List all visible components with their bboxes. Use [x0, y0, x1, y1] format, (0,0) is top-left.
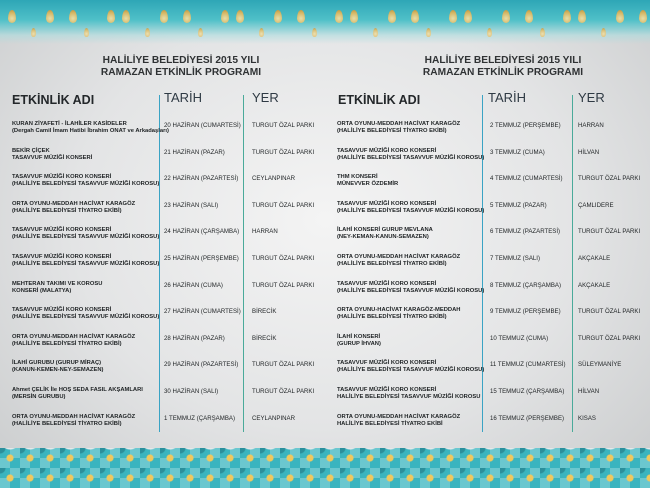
event-name: [12, 414, 135, 428]
lantern-drop-icon: [160, 10, 168, 23]
event-place: CEYLANPINAR: [252, 414, 296, 422]
event-name: [337, 334, 381, 348]
arch-border: [0, 448, 650, 454]
event-place: HARRAN: [252, 228, 278, 236]
event-line1: TASAVVUF MÜZİĞİ KORO KONSERİ: [337, 147, 437, 154]
event-name: [12, 387, 143, 401]
lantern-drop-icon: [350, 10, 358, 23]
event-line2: (HALİLİYE BELEDİYESİ TASAVVUF MÜZİĞİ KOROSU): [337, 207, 485, 214]
event-line1: ORTA OYUNU-MEDDAH HACİVAT KARAGÖZ: [12, 413, 136, 420]
event-name: [12, 307, 159, 321]
tile-pattern: [0, 448, 650, 488]
event-place: TURGUT ÖZAL PARKI: [252, 388, 315, 395]
event-line2: (HALİLİYE BELEDİYESİ TİYATRO EKİBİ): [337, 128, 447, 134]
right-title: [408, 55, 598, 79]
event-name: [337, 148, 484, 162]
event-line1: ORTA OYUNU-MEDDAH HACİVAT KARAGÖZ: [12, 333, 136, 340]
event-line1: TASAVVUF MÜZİĞİ KORO KONSERİ: [337, 280, 437, 287]
event-line1: TASAVVUF MÜZİĞİ KORO KONSERİ: [12, 254, 112, 260]
event-name: [12, 281, 102, 295]
right-title-line1: HALİLİYE BELEDİYESİ 2015 YILI: [424, 55, 582, 66]
event-line1: TASAVVUF MÜZİĞİ KORO KONSERİ: [337, 200, 437, 207]
lantern-drop-icon: [373, 28, 378, 37]
event-line1: TASAVVUF MÜZİĞİ KORO KONSERİ: [12, 174, 112, 181]
event-name: [337, 360, 484, 374]
event-date: 5 TEMMUZ (PAZAR): [490, 201, 547, 209]
event-name: [337, 281, 484, 295]
lantern-drop-icon: [540, 28, 545, 37]
top-decorative-band: [0, 0, 650, 44]
event-date: 30 HAZİRAN (SALI): [164, 388, 219, 395]
event-name: [12, 334, 135, 348]
event-name: [12, 360, 103, 374]
event-line1: BEKİR ÇİÇEK: [12, 147, 50, 154]
event-date: 1 TEMMUZ (ÇARŞAMBA): [164, 414, 235, 422]
event-line1: TASAVVUF MÜZİĞİ KORO KONSERİ: [12, 307, 112, 314]
event-place: AKÇAKALE: [578, 281, 611, 289]
lantern-drop-icon: [616, 10, 624, 23]
lantern-drop-icon: [639, 10, 647, 23]
event-place: HİLVAN: [578, 148, 600, 156]
event-line2: (HALİLİYE BELEDİYESİ TİYATRO EKİBİ): [12, 420, 122, 427]
lantern-drop-icon: [46, 10, 54, 23]
event-line1: ORTA OYUNU-MEDDAH HACİVAT KARAGÖZ: [337, 413, 461, 420]
event-name: [12, 174, 159, 188]
event-line1: TASAVVUF MÜZİĞİ KORO KONSERİ: [12, 227, 112, 234]
event-date: 7 TEMMUZ (SALI): [490, 255, 540, 262]
event-name: [337, 227, 433, 241]
bottom-decorative-band: [0, 448, 650, 488]
event-place: TURGUT ÖZAL PARKI: [252, 148, 315, 156]
event-line2: (HALİLİYE BELEDİYESİ TASAVVUF MÜZİĞİ KOROSU): [337, 154, 485, 161]
event-place: TURGUT ÖZAL PARKI: [578, 175, 641, 183]
event-place: CEYLANPINAR: [252, 175, 296, 183]
event-place: BİRECİK: [252, 308, 277, 316]
lantern-drop-icon: [525, 10, 533, 23]
event-date: 6 TEMMUZ (PAZARTESİ): [490, 228, 561, 236]
event-line2: (MERSİN GURUBU): [12, 394, 66, 400]
right-divider-date: [482, 95, 483, 432]
event-place: SÜLEYMANİYE: [578, 361, 622, 369]
event-line2: (HALİLİYE BELEDİYESİ TİYATRO EKİBİ): [337, 261, 447, 267]
event-date: 23 HAZİRAN (SALI): [164, 201, 219, 209]
event-place: TURGUT ÖZAL PARKI: [252, 281, 315, 289]
lantern-drop-icon: [411, 10, 419, 23]
lantern-drop-icon: [259, 28, 264, 37]
event-line1: ORTA OYUNU-MEDDAH HACİVAT KARAGÖZ: [12, 200, 136, 207]
lantern-drop-icon: [464, 10, 472, 23]
left-divider-place: [243, 95, 244, 432]
event-date: 3 TEMMUZ (CUMA): [490, 148, 545, 156]
event-date: 8 TEMMUZ (ÇARŞAMBA): [490, 281, 561, 289]
event-line2: (HALİLİYE BELEDİYESİ TASAVVUF MÜZİĞİ KOROSU): [12, 314, 160, 321]
event-place: TURGUT ÖZAL PARKI: [578, 334, 641, 342]
event-date: 11 TEMMUZ (CUMARTESİ): [490, 361, 566, 369]
event-line2: (HALİLİYE BELEDİYESİ TİYATRO EKİBİ): [337, 314, 447, 321]
right-divider-place: [572, 95, 573, 432]
event-line1: ORTA OYUNU-MEDDAH HACİVAT KARAGÖZ: [337, 121, 461, 127]
event-date: 26 HAZİRAN (CUMA): [164, 281, 223, 289]
event-line2: HALİLİYE BELEDİYESİ TİYATRO EKİBİ: [337, 420, 443, 427]
event-line2: MÜNEVVER ÖZDEMİR: [337, 181, 399, 188]
event-date: 9 TEMMUZ (PERŞEMBE): [490, 308, 561, 316]
event-name: [337, 201, 484, 215]
event-line2: (Dergah Camil İmam Hatibi İbrahim ONAT ve Arkadaşları): [12, 128, 169, 134]
lantern-drop-icon: [563, 10, 571, 23]
lantern-drop-icon: [601, 28, 606, 37]
lantern-drop-icon: [426, 28, 431, 37]
event-date: 16 TEMMUZ (PERŞEMBE): [490, 414, 565, 422]
lantern-drop-icon: [69, 10, 77, 23]
lantern-drop-icon: [107, 10, 115, 23]
event-line1: İLAHİ KONSERİ GURUP MEVLANA: [337, 227, 433, 234]
event-line2: (NEY-KEMAN-KANUN-SEMAZEN): [337, 234, 429, 241]
lantern-drop-icon: [122, 10, 130, 23]
left-header-event: ETKİNLİK ADI: [12, 93, 95, 107]
lantern-drop-icon: [388, 10, 396, 23]
lantern-drop-icon: [183, 10, 191, 23]
event-line1: ORTA OYUNU-HACİVAT KARAGÖZ-MEDDAH: [337, 307, 461, 314]
right-header-event: ETKİNLİK ADI: [338, 93, 421, 107]
event-date: 4 TEMMUZ (CUMARTESİ): [490, 175, 563, 183]
event-place: TURGUT ÖZAL PARKI: [252, 122, 315, 129]
event-line2: (HALİLİYE BELEDİYESİ TİYATRO EKİBİ): [12, 340, 122, 347]
lantern-drop-icon: [335, 10, 343, 23]
lantern-drop-icon: [198, 28, 203, 37]
event-place: HARRAN: [578, 122, 604, 129]
left-title-line2: RAMAZAN ETKİNLİK PROGRAMI: [100, 67, 262, 78]
event-line1: MEHTERAN TAKIMI VE KOROSU: [12, 280, 103, 287]
event-line1: THM KONSERİ: [337, 174, 378, 181]
event-line1: TASAVVUF MÜZİĞİ KORO KONSERİ: [337, 360, 437, 367]
event-line2: (KANUN-KEMEN-NEY-SEMAZEN): [12, 367, 104, 374]
left-title-line1: HALİLİYE BELEDİYESİ 2015 YILI: [102, 55, 260, 66]
event-line2: (GURUP İHVAN): [337, 340, 381, 347]
event-date: 28 HAZİRAN (PAZAR): [164, 334, 225, 342]
event-place: KISAS: [578, 414, 596, 422]
lantern-drop-icon: [487, 28, 492, 37]
event-line1: KURAN ZİYAFETİ - İLAHİLER KASİDELER: [12, 121, 127, 127]
event-line1: ORTA OYUNU-MEDDAH HACİVAT KARAGÖZ: [337, 254, 461, 260]
event-name: [337, 121, 460, 135]
event-place: TURGUT ÖZAL PARKI: [578, 308, 641, 316]
lantern-drop-icon: [8, 10, 16, 23]
lantern-drop-icon: [236, 10, 244, 23]
event-line2: KONSERİ (MALATYA): [12, 287, 72, 294]
event-line2: (HALİLİYE BELEDİYESİ TASAVVUF MÜZİĞİ KOROSU): [12, 234, 160, 241]
event-name: [12, 121, 169, 135]
right-title-line2: RAMAZAN ETKİNLİK PROGRAMI: [422, 67, 584, 78]
event-date: 22 HAZİRAN (PAZARTESİ): [164, 175, 239, 183]
event-name: [12, 201, 135, 215]
event-name: [337, 387, 480, 401]
lantern-drop-icon: [221, 10, 229, 23]
event-place: AKÇAKALE: [578, 255, 611, 262]
event-name: [12, 227, 159, 241]
event-line2: (HALİLİYE BELEDİYESİ TASAVVUF MÜZİĞİ KOROSU): [12, 181, 160, 188]
event-line1: TASAVVUF MÜZİĞİ KORO KONSERİ: [337, 387, 437, 393]
event-line1: Ahmet ÇELİK İle HOŞ SEDA FASIL AKŞAMLARI: [12, 387, 143, 393]
event-place: HİLVAN: [578, 388, 600, 395]
event-date: 2 TEMMUZ (PERŞEMBE): [490, 122, 561, 129]
event-place: TURGUT ÖZAL PARKI: [252, 361, 315, 369]
event-date: 10 TEMMUZ (CUMA): [490, 334, 549, 342]
event-name: [12, 148, 92, 162]
event-name: [337, 174, 398, 188]
event-line2: TASAVVUF MÜZİĞİ KONSERİ: [12, 154, 93, 161]
event-date: 15 TEMMUZ (ÇARŞAMBA): [490, 388, 565, 395]
event-date: 20 HAZİRAN (CUMARTESİ): [164, 122, 241, 129]
event-place: BİRECİK: [252, 334, 277, 342]
event-name: [12, 254, 159, 268]
event-place: TURGUT ÖZAL PARKI: [578, 228, 641, 236]
event-name: [337, 414, 460, 428]
event-line2: HALİLİYE BELEDİYESİ TASAVVUF MÜZİĞİ KOROSU: [337, 394, 481, 400]
event-line2: (HALİLİYE BELEDİYESİ TASAVVUF MÜZİĞİ KOROSU): [337, 367, 485, 374]
event-place: ÇAMLIDERE: [578, 201, 614, 209]
left-header-place: YER: [252, 90, 279, 105]
lantern-drop-icon: [449, 10, 457, 23]
right-header-place: YER: [578, 90, 605, 105]
event-name: [337, 307, 460, 321]
event-place: TURGUT ÖZAL PARKI: [252, 255, 315, 262]
event-place: TURGUT ÖZAL PARKI: [252, 201, 315, 209]
lantern-drop-icon: [274, 10, 282, 23]
lantern-drop-icon: [312, 28, 317, 37]
lantern-drop-icon: [31, 28, 36, 37]
lantern-drop-icon: [578, 10, 586, 23]
event-date: 29 HAZİRAN (PAZARTESİ): [164, 361, 239, 369]
lantern-drop-icon: [145, 28, 150, 37]
event-date: 21 HAZİRAN (PAZAR): [164, 148, 225, 156]
lantern-drop-icon: [84, 28, 89, 37]
event-line1: İLAHİ GURUBU (GURUP MİRAÇ): [12, 360, 102, 367]
event-date: 25 HAZİRAN (PERŞEMBE): [164, 255, 239, 262]
event-line2: (HALİLİYE BELEDİYESİ TASAVVUF MÜZİĞİ KOROSU): [12, 261, 160, 267]
lantern-drop-icon: [502, 10, 510, 23]
left-header-date: TARİH: [164, 90, 203, 105]
event-date: 27 HAZİRAN (CUMARTESİ): [164, 308, 241, 316]
lantern-drop-icon: [297, 10, 305, 23]
right-header-date: TARİH: [488, 90, 527, 105]
left-title: [86, 55, 276, 79]
event-name: [337, 254, 460, 268]
event-line2: (HALİLİYE BELEDİYESİ TASAVVUF MÜZİĞİ KOROSU): [337, 287, 485, 294]
event-line2: (HALİLİYE BELEDİYESİ TİYATRO EKİBİ): [12, 207, 122, 214]
event-date: 24 HAZİRAN (ÇARŞAMBA): [164, 228, 240, 236]
event-line1: İLAHİ KONSERİ: [337, 333, 381, 340]
